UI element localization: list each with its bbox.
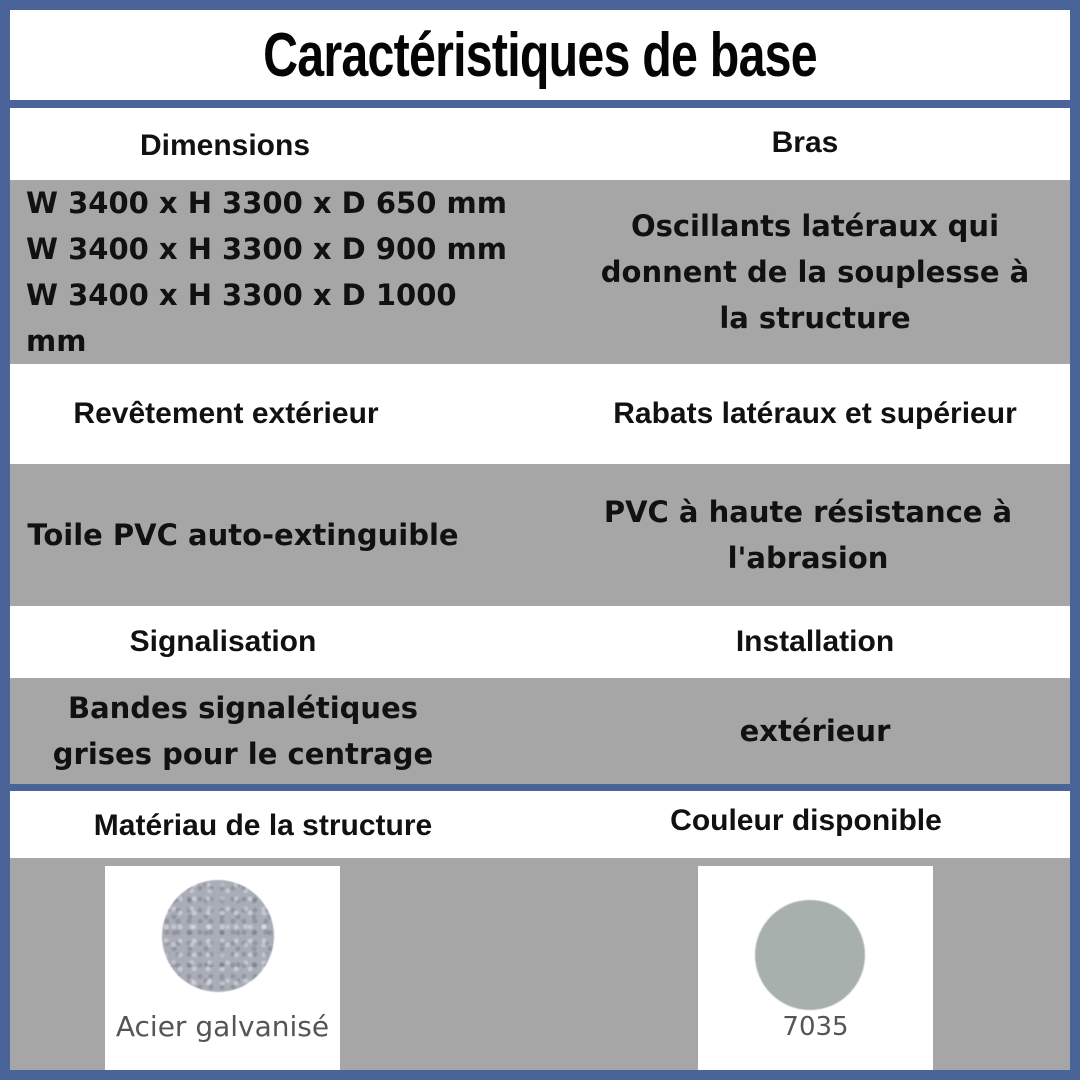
value-revetement: Toile PVC auto-extinguible <box>27 518 459 552</box>
row-materiau-couleur <box>10 791 1070 858</box>
label-rabats: Rabats latéraux et supérieur <box>613 397 1017 430</box>
label-couleur: Couleur disponible <box>670 803 942 837</box>
row-revetement-rabats <box>10 364 1070 464</box>
label-revetement-exterieur: Revêtement extérieur <box>73 397 379 430</box>
material-swatch-card <box>105 866 340 1070</box>
color-caption: 7035 <box>782 1012 849 1042</box>
label-dimensions: Dimensions <box>139 129 311 162</box>
row-swatches <box>10 858 1070 1070</box>
galvanized-steel-swatch-icon <box>162 880 274 992</box>
row-signalisation-installation <box>10 606 1070 678</box>
value-dimensions: W 3400 x H 3300 x D 650 mm W 3400 x H 3300 x D 900 mm W 3400 x H 3300 x D 1000 mm <box>26 186 507 358</box>
row-dimensions-bras <box>10 108 1070 180</box>
value-installation: extérieur <box>739 714 891 748</box>
color-swatch-card <box>698 866 933 1070</box>
label-bras: Bras <box>771 126 839 159</box>
value-bras: Oscillants latéraux qui donnent de la souplesse à la structure <box>600 209 1030 335</box>
row-revetement-rabats-values <box>10 464 1070 606</box>
ral-7035-swatch-icon <box>755 900 865 1010</box>
value-rabats: PVC à haute résistance à l'abrasion <box>603 495 1013 575</box>
label-materiau: Matériau de la structure <box>93 808 433 842</box>
value-signalisation: Bandes signalétiques grises pour le centrage <box>52 691 434 771</box>
row-dimensions-bras-values <box>10 180 1070 364</box>
title-bar <box>10 10 1070 100</box>
label-signalisation: Signalisation <box>129 625 317 658</box>
page-title: Caractéristiques de base <box>263 20 817 90</box>
label-installation: Installation <box>735 625 895 658</box>
material-caption: Acier galvanisé <box>115 1010 330 1043</box>
row-signalisation-installation-values <box>10 678 1070 784</box>
